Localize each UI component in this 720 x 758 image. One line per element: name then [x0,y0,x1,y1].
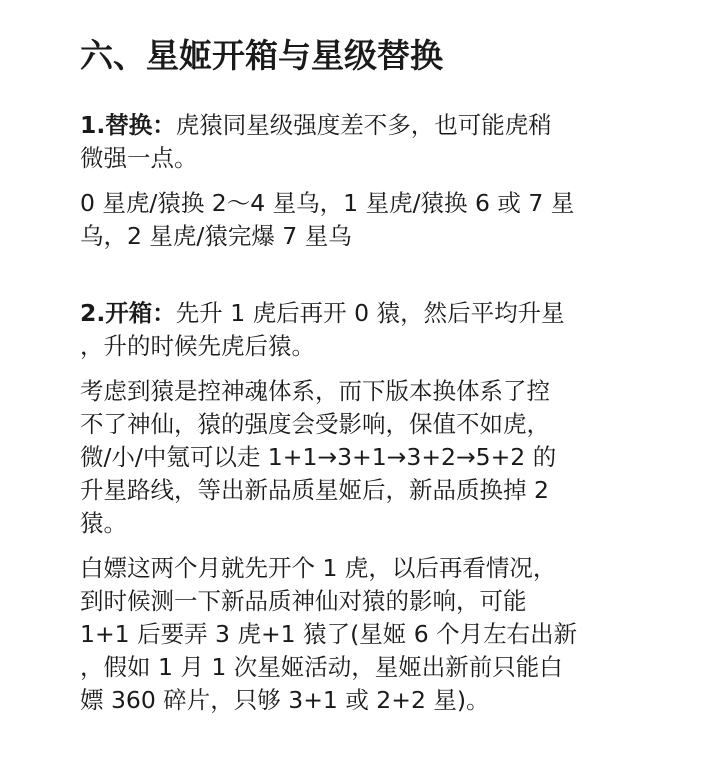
section-title: 六、星姬开箱与星级替换 [80,36,443,75]
open-p2-line-3: 1+1 后要弄 3 虎+1 猿了(星姬 6 个月左右出新 [80,620,578,648]
open-p2-line-5: 嫖 360 碎片，只够 3+1 或 2+2 星)。 [80,686,490,714]
open-paragraph-2 [80,552,650,717]
replace-label: 1.替换： [80,111,176,139]
replace-detail-line-1: 0 星虎/猿换 2～4 星乌，1 星虎/猿换 6 或 7 星 [80,189,575,217]
section-gap [80,265,650,297]
open-intro-line-2: ，升的时候先虎后猿。 [80,332,315,360]
open-p1-line-4: 升星路线，等出新品质星姬后，新品质换掉 2 [80,476,549,504]
open-p1-line-5: 猿。 [80,509,127,537]
replace-intro-line-1: 1.替换：虎猿同星级强度差不多，也可能虎稍 [80,111,552,139]
open-label: 2.开箱： [80,299,176,327]
open-intro-line-1: 2.开箱：先升 1 虎后再开 0 猿，然后平均升星 [80,299,565,327]
open-p2-line-1: 白嫖这两个月就先开个 1 虎，以后再看情况， [80,554,557,582]
replace-intro-line-2: 微强一点。 [80,144,198,172]
open-p1-line-3: 微/小/中氪可以走 1+1→3+1→3+2→5+2 的 [80,443,557,471]
replace-intro [80,109,650,175]
open-p2-line-4: ，假如 1 月 1 次星姬活动，星姬出新前只能白 [80,653,563,681]
replace-detail [80,187,650,253]
document [80,30,650,729]
open-p1-line-2: 不了神仙，猿的强度会受影响，保值不如虎， [80,410,550,438]
replace-detail-line-2: 乌，2 星虎/猿完爆 7 星乌 [80,222,352,250]
open-p1-line-1: 考虑到猿是控神魂体系，而下版本换体系了控 [80,377,550,405]
open-p2-line-2: 到时候测一下新品质神仙对猿的影响，可能 [80,587,527,615]
open-intro [80,297,650,363]
open-paragraph-1 [80,375,650,540]
